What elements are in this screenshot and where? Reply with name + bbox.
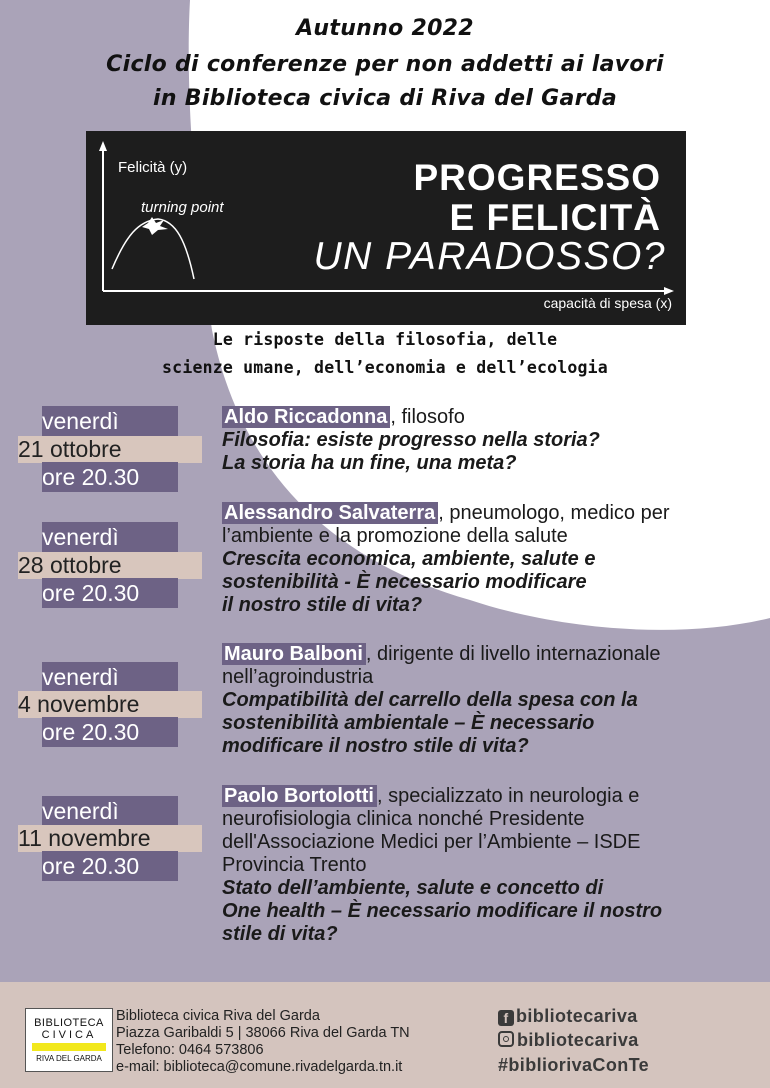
talk-title-line: One health – È necessario modificare il nostro (222, 900, 663, 922)
speaker-name: Mauro Balboni (222, 643, 366, 665)
talk-title-line: modificare il nostro stile di vita? (222, 735, 529, 757)
talk-title-line: Stato dell’ambiente, salute e concetto di (222, 877, 604, 899)
talk-title-line: il nostro stile di vita? (222, 594, 423, 616)
subtitle-line-2: scienze umane, dell’economia e dell’ecologia (162, 358, 608, 377)
talk-title-line: Compatibilità del carrello della spesa con la (222, 689, 638, 711)
contact-phone: Telefono: 0464 573806 (116, 1042, 264, 1058)
speaker-role-line: dell'Associazione Medici per l’Ambiente – ISDE (222, 831, 641, 853)
instagram-icon (498, 1031, 514, 1047)
header-season: Autunno 2022 (296, 16, 474, 41)
talk-title-line: sostenibilità - È necessario modificare (222, 571, 587, 593)
event-time: ore 20.30 (42, 462, 178, 492)
talk-title-line: La storia ha un fine, una meta? (222, 452, 517, 474)
speaker-role: , filosofo (390, 406, 465, 428)
subtitle-line-1: Le risposte della filosofia, delle (212, 330, 558, 349)
event-date: 11 novembre (18, 825, 202, 852)
turning-point-label: turning point (141, 199, 224, 216)
header-series: Ciclo di conferenze per non addetti ai lavori (106, 52, 664, 77)
title-banner (86, 131, 686, 325)
event-time: ore 20.30 (42, 717, 178, 747)
title-line-1: PROGRESSO (413, 157, 661, 198)
footer (0, 982, 770, 1088)
speaker-name: Aldo Riccadonna (222, 406, 390, 428)
speaker-name: Paolo Bortolotti (222, 785, 377, 807)
speaker-role: , specializzato in neurologia e (376, 785, 640, 807)
logo-text: RIVA DEL GARDA (36, 1054, 102, 1063)
library-logo (25, 1008, 113, 1072)
speaker-role-line: l’ambiente e la promozione della salute (222, 525, 568, 547)
event-date: 28 ottobre (18, 552, 202, 579)
facebook-icon: f (498, 1010, 514, 1026)
logo-text: BIBLIOTECA (34, 1017, 104, 1029)
event-date: 4 novembre (18, 691, 202, 718)
logo-text: CIVICA (41, 1029, 97, 1041)
instagram-text: bibliotecariva (517, 1030, 639, 1050)
contact-email[interactable]: e-mail: biblioteca@comune.rivadelgarda.tn.it (116, 1059, 403, 1075)
logo-yellow-bar (32, 1043, 106, 1051)
talk-title-line: Filosofia: esiste progresso nella storia? (222, 429, 600, 451)
event-talk (222, 406, 752, 475)
x-axis-label: capacità di spesa (x) (543, 295, 672, 311)
contact-address: Piazza Garibaldi 5 | 38066 Riva del Garda TN (116, 1025, 410, 1041)
event-talk (222, 785, 752, 946)
speaker-role-line: nell’agroindustria (222, 666, 374, 688)
speaker-role-line: Provincia Trento (222, 854, 367, 876)
speaker-role-line: neurofisiologia clinica nonché Presidente (222, 808, 585, 830)
facebook-handle[interactable] (498, 1006, 638, 1027)
header-venue: in Biblioteca civica di Riva del Garda (152, 86, 617, 111)
contact-name: Biblioteca civica Riva del Garda (116, 1008, 320, 1024)
talk-title-line: Crescita economica, ambiente, salute e (222, 548, 596, 570)
event-day: venerdì (42, 662, 178, 692)
event-day: venerdì (42, 522, 178, 552)
title-line-3: UN PARADOSSO? (313, 235, 666, 278)
event-time: ore 20.30 (42, 851, 178, 881)
event-day: venerdì (42, 406, 178, 436)
speaker-role: , pneumologo, medico per (438, 502, 670, 524)
facebook-text: bibliotecariva (516, 1006, 638, 1026)
event-talk (222, 643, 752, 758)
y-axis-label: Felicità (y) (118, 159, 188, 176)
speaker-name: Alessandro Salvaterra (222, 502, 438, 524)
event-day: venerdì (42, 796, 178, 826)
speaker-role: , dirigente di livello internazionale (365, 643, 661, 665)
instagram-handle[interactable] (498, 1030, 639, 1051)
talk-title-line: stile di vita? (222, 923, 338, 945)
event-time: ore 20.30 (42, 578, 178, 608)
event-date: 21 ottobre (18, 436, 202, 463)
hashtag: #bibliorivaConTe (498, 1055, 650, 1075)
talk-title-line: sostenibilità ambientale – È necessario (222, 712, 595, 734)
event-talk (222, 502, 752, 617)
title-line-2: E FELICITÀ (449, 197, 661, 238)
